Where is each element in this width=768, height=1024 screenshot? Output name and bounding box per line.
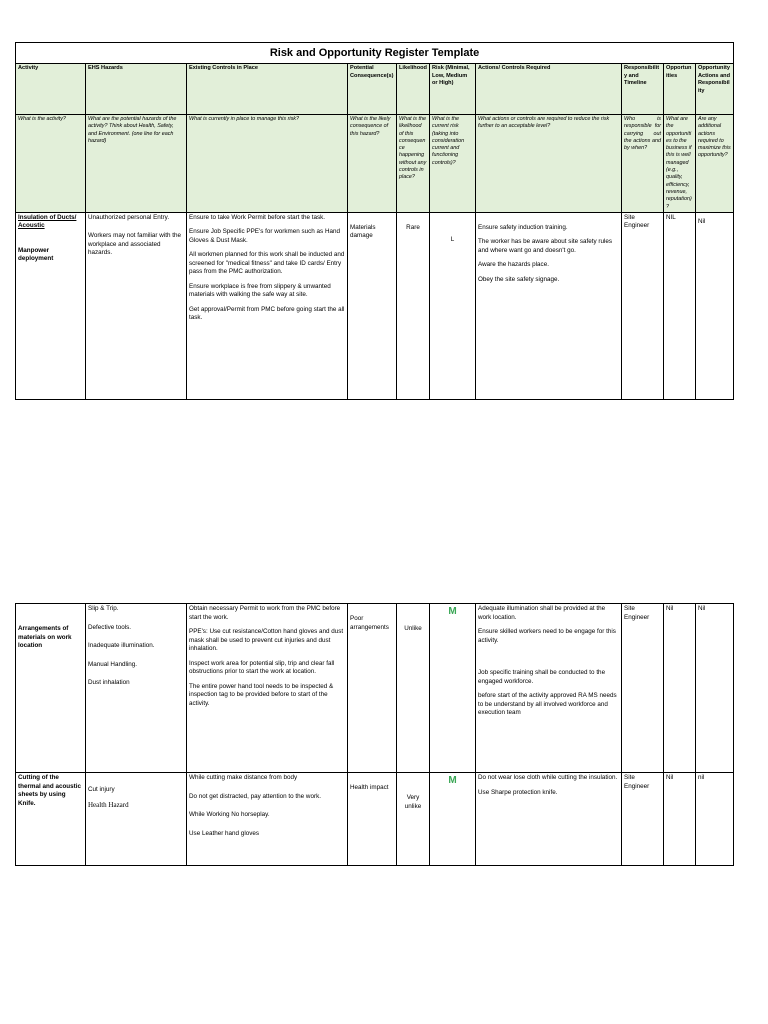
control-item: Ensure workplace is free from slippery & unwanted materials with walking the safe way at site.	[189, 282, 331, 299]
hazard-item: Slip & Trip.	[88, 605, 119, 612]
opportunities-cell: Nil	[664, 604, 696, 773]
header-existing-controls: Existing Controls in Place	[187, 64, 348, 115]
opportunity-actions-value: Nil	[698, 217, 706, 225]
opportunity-actions-cell: nil	[696, 773, 734, 866]
consequence-cell	[348, 773, 397, 866]
activity-cell	[16, 212, 86, 399]
likelihood-value: Very unlike	[404, 794, 422, 810]
consequence-value: Materials damage	[350, 223, 376, 240]
header-risk: Risk (Minimal, Low, Medium or High)	[430, 64, 476, 115]
hazard-item: Defective tools.	[88, 623, 132, 631]
desc-actions: What actions or controls are required to reduce the risk further to an acceptable level?	[476, 115, 622, 213]
desc-activity: What is the activity?	[16, 115, 86, 213]
header-row	[16, 64, 734, 115]
control-item: PPE's: Use cut resistance/Cotton hand gloves and dust mask shall be used to prevent cut injuries and dust inhalation.	[189, 628, 344, 652]
risk-value: L	[450, 235, 455, 243]
header-likelihood: Likelihood	[397, 64, 430, 115]
header-activity: Activity	[16, 64, 86, 115]
desc-risk: What is the current risk (taking into consideration current and functioning controls)?	[430, 115, 476, 213]
opportunity-actions-cell: Nil	[696, 604, 734, 773]
action-item: Adequate illumination shall be provided at the work location.	[478, 605, 606, 621]
control-item: While cutting make distance from body	[189, 774, 298, 781]
desc-opportunity-actions: Are any additional actions required to maximize this opportunity?	[696, 115, 734, 213]
control-item: All workmen planned for this work shall be inducted and screened for "medical fitness" and take ID cards/ Entry pass from the PMC authorization.	[189, 251, 345, 276]
hazard-item: Health Hazard	[88, 800, 129, 809]
opportunities-cell: NIL	[664, 212, 696, 399]
risk-cell	[430, 604, 476, 773]
risk-register-table	[15, 42, 734, 400]
control-item: While Working No horseplay.	[189, 811, 270, 818]
actions-cell	[476, 212, 622, 399]
control-item: Use Leather hand gloves	[189, 829, 260, 837]
control-item: The entire power hand tool needs to be inspected & inspection tag to be provided before to start of the activity.	[189, 682, 334, 707]
actions-cell	[476, 773, 622, 866]
likelihood-cell	[397, 604, 430, 773]
consequence-cell	[348, 604, 397, 773]
likelihood-cell	[397, 212, 430, 399]
responsibility-cell: Site Engineer	[622, 604, 664, 773]
hazard-item: Unauthorized personal Entry.	[88, 213, 170, 221]
controls-cell	[187, 604, 348, 773]
hazard-item: Dust inhalation	[88, 679, 130, 686]
risk-cell	[430, 773, 476, 866]
activity-title: Cutting of the thermal and acoustic sheets by using Knife.	[18, 774, 81, 807]
action-item: Job specific training shall be conducted to the engaged workforce.	[478, 669, 606, 685]
hazard-item: Workers may not familiar with the workplace and associated hazards.	[88, 232, 181, 257]
desc-opportunities: What are the opportunities to the business if this is well managed (e.g., quality, efficiency, revenue, reputation)?	[664, 115, 696, 213]
likelihood-cell	[397, 773, 430, 866]
hazards-cell	[86, 212, 187, 399]
activity-subtitle: Manpower deployment	[18, 246, 54, 263]
opportunity-actions-cell	[696, 212, 734, 399]
page-title: Risk and Opportunity Register Template	[16, 43, 734, 64]
header-opportunities: Opportunities	[664, 64, 696, 115]
risk-register-table-continued	[15, 603, 734, 866]
table-row	[16, 604, 734, 773]
activity-cell	[16, 604, 86, 773]
hazard-item: Cut injury	[88, 786, 115, 793]
controls-cell	[187, 212, 348, 399]
action-item: Use Sharpe protection knife.	[478, 788, 558, 796]
action-item: Obey the site safety signage.	[478, 275, 560, 283]
action-item: before start of the activity approved RA MS needs to be understand by all involved workforce and execution team	[478, 692, 617, 716]
header-responsibility: Responsibility and Timeline	[622, 64, 664, 115]
controls-cell	[187, 773, 348, 866]
consequence-cell	[348, 212, 397, 399]
desc-likelihood: What is the likelihood of this consequence happening without any controls in place?	[397, 115, 430, 213]
header-ehs-hazards: EHS Hazards	[86, 64, 187, 115]
consequence-value: Health impact	[350, 784, 389, 791]
control-item: Inspect work area for potential slip, trip and clear fall obstructions prior to start the work at location.	[189, 659, 335, 675]
header-actions: Actions/ Controls Required	[476, 64, 622, 115]
risk-cell	[430, 212, 476, 399]
activity-title: Insulation of Ducts/ Acoustic	[18, 213, 77, 230]
hazards-cell	[86, 773, 187, 866]
risk-value: M	[448, 606, 457, 617]
responsibility-cell: Site Engineer	[622, 212, 664, 399]
control-item: Do not get distracted, pay attention to the work.	[189, 792, 321, 800]
register-sheet-page-1	[15, 42, 733, 400]
table-row	[16, 773, 734, 866]
desc-consequence: What is the likely consequence of this hazard?	[348, 115, 397, 213]
action-item: Ensure skilled workers need to be engage for this activity.	[478, 628, 616, 644]
action-item: Do not wear lose cloth while cutting the insulation.	[478, 774, 618, 781]
activity-title: Arrangements of materials on work location	[18, 625, 72, 649]
control-item: Get approval/Permit from PMC before going start the all task.	[189, 305, 345, 322]
register-sheet-page-2	[15, 603, 733, 866]
action-item: Aware the hazards place.	[478, 261, 549, 269]
consequence-value: Poor arrangements	[350, 615, 389, 631]
header-opportunity-actions: Opportunity Actions and Responsibility	[696, 64, 734, 115]
opportunities-cell: Nil	[664, 773, 696, 866]
desc-existing-controls: What is currently in place to manage this risk?	[187, 115, 348, 213]
desc-ehs-hazards: What are the potential hazards of the activity? Think about Health, Safety, and Environment. (one line for each hazard)	[86, 115, 187, 213]
hazard-item: Inadequate illumination.	[88, 642, 155, 649]
risk-value: M	[448, 775, 457, 786]
action-item: Ensure safety induction training.	[478, 223, 568, 231]
description-row	[16, 115, 734, 213]
action-item: The worker has be aware about site safety rules and where want go and doesn't go.	[478, 238, 613, 254]
header-consequence: Potential Consequence(s)	[348, 64, 397, 115]
table-row	[16, 212, 734, 399]
likelihood-value: Unlike	[404, 625, 422, 632]
hazards-cell	[86, 604, 187, 773]
actions-cell	[476, 604, 622, 773]
desc-responsibility: Who is responsible for carrying out the actions and by when?	[622, 115, 664, 213]
likelihood-value: Rare	[406, 223, 420, 231]
control-item: Obtain necessary Permit to work from the PMC before start the work.	[189, 605, 341, 621]
control-item: Ensure Job Specific PPE's for workmen such as Hand Gloves & Dust Mask.	[189, 228, 340, 244]
control-item: Ensure to take Work Permit before start the task.	[189, 213, 326, 221]
activity-cell	[16, 773, 86, 866]
responsibility-cell: Site Engineer	[622, 773, 664, 866]
hazard-item: Manual Handling.	[88, 660, 138, 668]
